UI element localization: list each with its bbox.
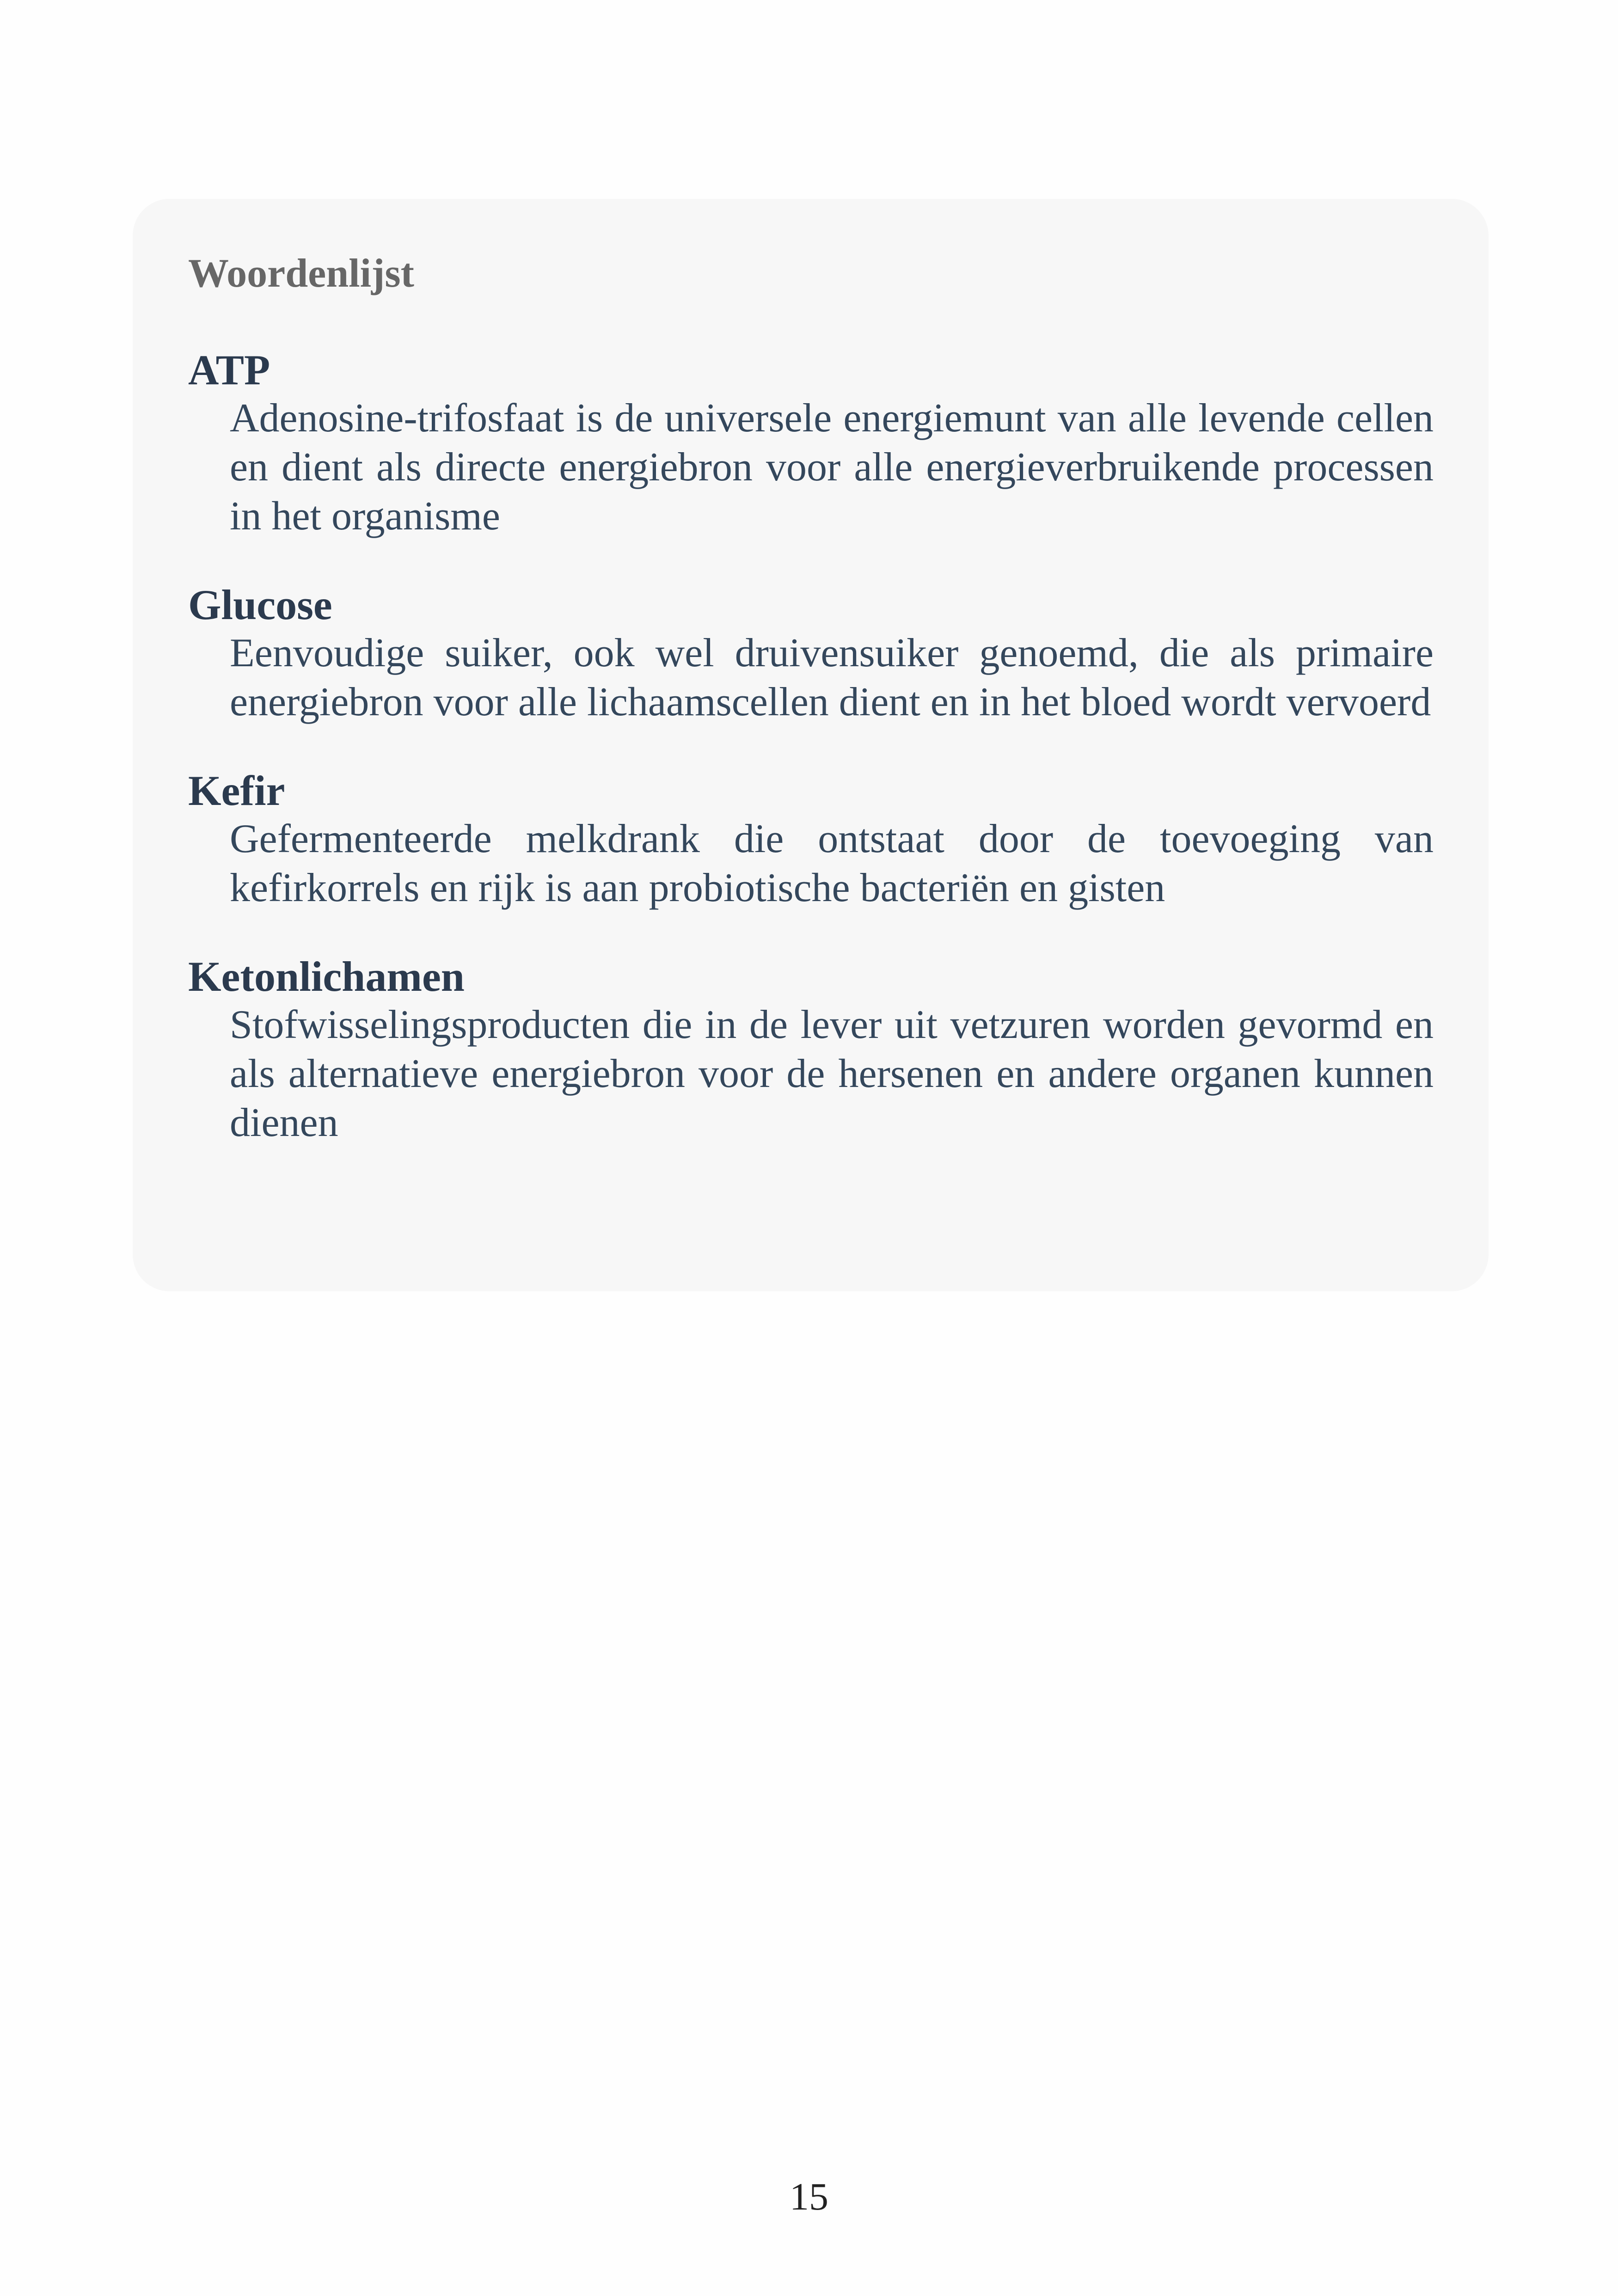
glossary-definition: Stofwisselingsproducten die in de lever uit vetzuren worden gevormd en als alternatieve energiebron voor de hersenen en andere organen kunnen dienen	[230, 1002, 1434, 1145]
glossary-term: Ketonlichamen	[188, 953, 465, 1000]
glossary-entry-atp	[188, 346, 1433, 541]
glossary-definition: Adenosine-trifosfaat is de universele energiemunt van alle levende cellen en dient als directe energiebron voor alle energieverbruikende processen in het organisme	[230, 396, 1434, 539]
glossary-box	[133, 199, 1489, 1291]
glossary-entry-glucose	[188, 581, 1433, 727]
glossary-entry-kefir	[188, 767, 1433, 913]
glossary-term: Glucose	[188, 581, 332, 628]
glossary-title: Woordenlijst	[188, 251, 414, 296]
glossary-definition: Gefermenteerde melkdrank die ontstaat door de toevoeging van kefirkorrels en rijk is aan probiotische bacteriën en gisten	[230, 816, 1434, 910]
glossary-entry-ketonlichamen	[188, 952, 1433, 1148]
page-number: 15	[790, 2175, 828, 2218]
glossary-term: ATP	[188, 346, 270, 393]
glossary-definition: Eenvoudige suiker, ook wel druivensuiker genoemd, die als primaire energiebron voor alle lichaamscellen dient en in het bloed wordt vervoerd	[230, 631, 1434, 724]
glossary-term: Kefir	[188, 767, 285, 814]
